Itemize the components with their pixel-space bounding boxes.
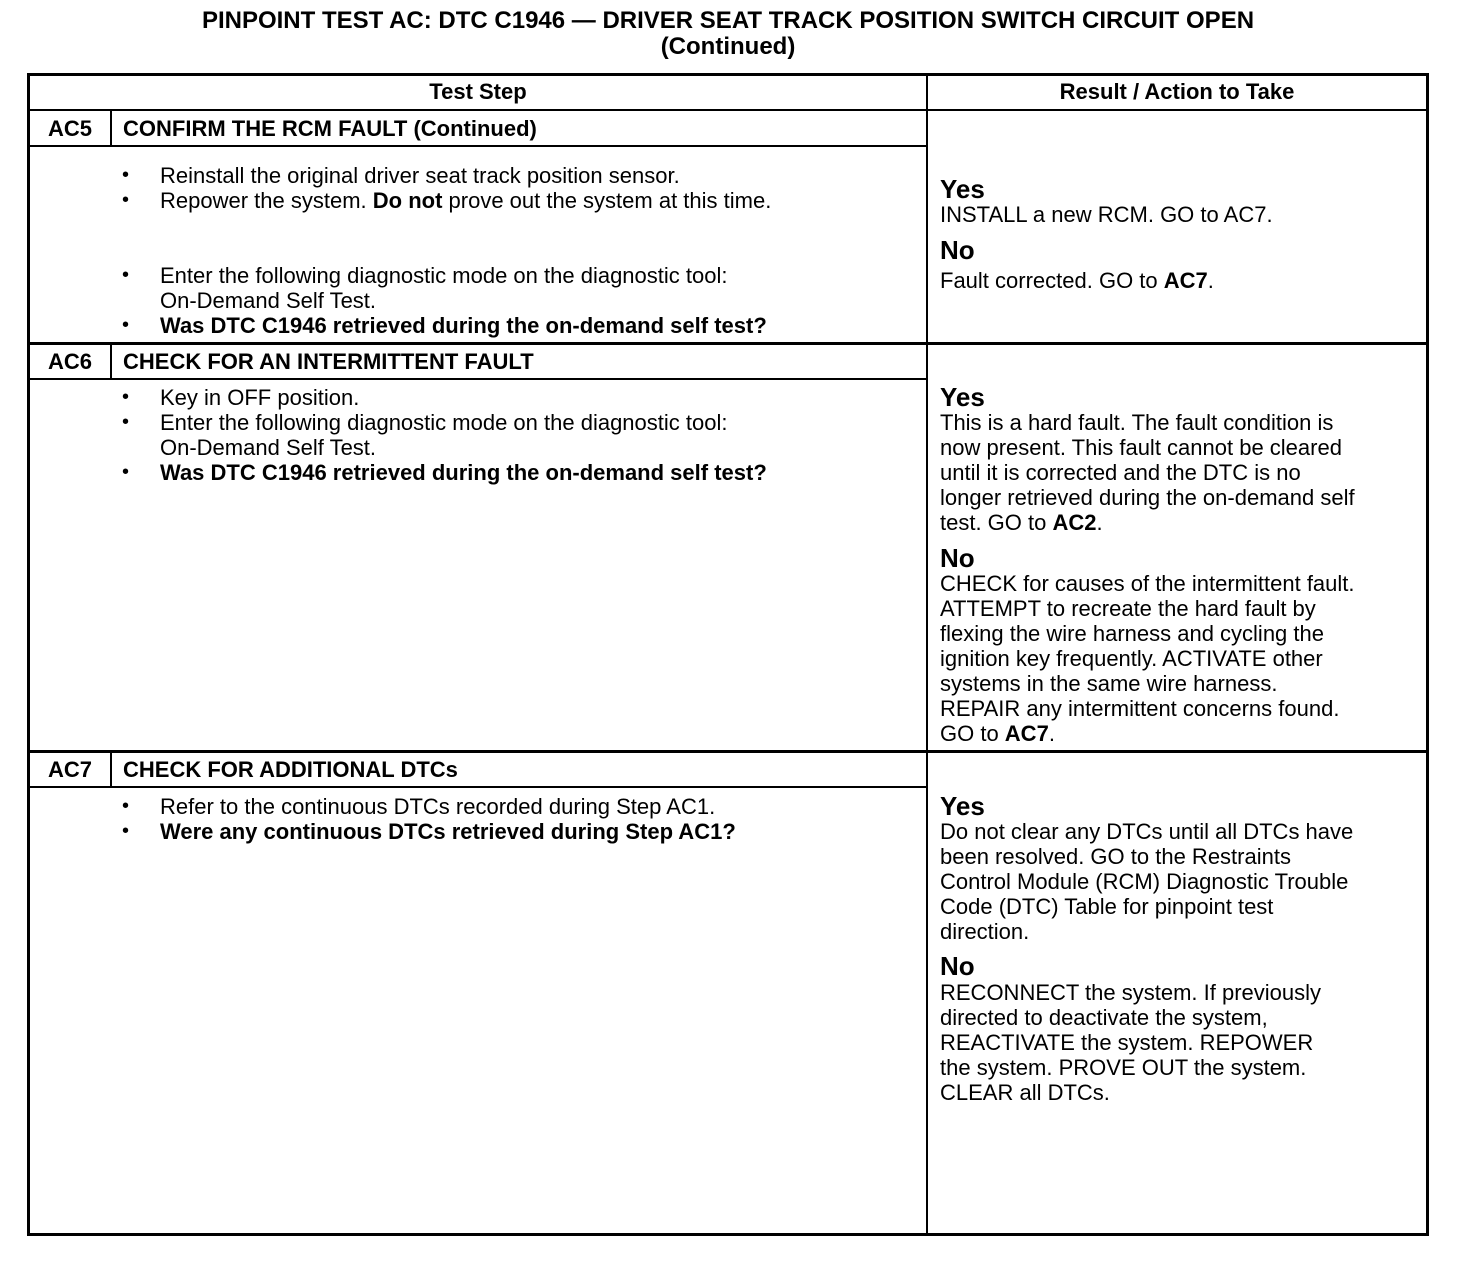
ac6-instruction-2: Enter the following diagnostic mode on the diagnostic tool: On-Demand Self Test. <box>160 410 728 460</box>
table-border-bottom <box>27 1233 1429 1236</box>
bullet-icon: • <box>122 164 130 186</box>
ac6-question: Was DTC C1946 retrieved during the on-demand self test? <box>160 460 767 485</box>
ac5-yes-label: Yes <box>940 174 985 204</box>
ac5-instruction-2: Repower the system. Do not prove out the system at this time. <box>160 188 772 213</box>
step-id-ac6: AC6 <box>47 349 92 374</box>
ac5-question: Was DTC C1946 retrieved during the on-demand self test? <box>160 313 767 338</box>
ac6-instruction-1: Key in OFF position. <box>160 385 360 410</box>
id-divider-ac7 <box>110 751 112 787</box>
id-divider-ac6 <box>110 343 112 379</box>
table-border-left <box>27 73 30 1236</box>
id-divider-ac5 <box>110 109 112 146</box>
ac7-instruction-1: Refer to the continuous DTCs recorded during Step AC1. <box>160 794 716 819</box>
header-divider <box>27 109 1429 111</box>
bullet-icon: • <box>122 411 130 433</box>
ac5-no-label: No <box>940 235 975 265</box>
step-title-ac5: CONFIRM THE RCM FAULT (Continued) <box>123 116 537 141</box>
bullet-icon: • <box>122 820 130 842</box>
bullet-icon: • <box>122 795 130 817</box>
ac5-ac6-divider <box>27 342 1429 345</box>
ac5-instruction-1: Reinstall the original driver seat track position sensor. <box>160 163 680 188</box>
step-title-ac6: CHECK FOR AN INTERMITTENT FAULT <box>123 349 534 374</box>
bullet-icon: • <box>122 314 130 336</box>
column-header-result: Result / Action to Take <box>1059 79 1295 104</box>
bullet-icon: • <box>122 189 130 211</box>
step-id-ac5: AC5 <box>47 116 92 141</box>
ac5-yes-action: INSTALL a new RCM. GO to AC7. <box>940 202 1273 227</box>
ac6-yes-label: Yes <box>940 382 985 412</box>
table-border-right <box>1426 73 1429 1236</box>
ac6-no-label: No <box>940 543 975 573</box>
ac6-yes-action: This is a hard fault. The fault condition is now present. This fault cannot be cleared until it is corrected and the DTC is no longer retrieved during the on-demand self test. GO to AC2. <box>940 410 1355 535</box>
ac6-ac7-divider <box>27 750 1429 753</box>
ac6-title-divider <box>27 378 927 380</box>
ac7-no-label: No <box>940 951 975 981</box>
column-header-test-step: Test Step <box>429 79 527 104</box>
bullet-icon: • <box>122 386 130 408</box>
ac7-title-divider <box>27 786 927 788</box>
ac7-no-action: RECONNECT the system. If previously directed to deactivate the system, REACTIVATE the system. REPOWER the system. PROVE OUT the system. CLEAR all DTCs. <box>940 980 1322 1105</box>
bullet-icon: • <box>122 461 130 483</box>
table-border-top <box>27 73 1429 76</box>
bullet-icon: • <box>122 264 130 286</box>
ac5-title-divider <box>27 145 927 147</box>
ac7-question: Were any continuous DTCs retrieved during Step AC1? <box>160 819 736 844</box>
ac5-no-action: Fault corrected. GO to AC7. <box>940 268 1214 293</box>
title-line-2: (Continued) <box>660 33 796 60</box>
step-id-ac7: AC7 <box>47 757 92 782</box>
ac7-yes-action: Do not clear any DTCs until all DTCs have been resolved. GO to the Restraints Control Module (RCM) Diagnostic Trouble Code (DTC) Table for pinpoint test direction. <box>940 819 1354 944</box>
column-divider <box>926 73 928 1236</box>
ac6-no-action: CHECK for causes of the intermittent fault. ATTEMPT to recreate the hard fault by flexing the wire harness and cycling the ignition key frequently. ACTIVATE other systems in the same wire harness. REPAIR any intermittent concerns found. GO to AC7. <box>940 571 1355 746</box>
step-title-ac7: CHECK FOR ADDITIONAL DTCs <box>123 757 458 782</box>
ac7-yes-label: Yes <box>940 791 985 821</box>
title-line-1: PINPOINT TEST AC: DTC C1946 — DRIVER SEAT TRACK POSITION SWITCH CIRCUIT OPEN <box>201 7 1255 34</box>
ac5-instruction-3: Enter the following diagnostic mode on the diagnostic tool: On-Demand Self Test. <box>160 263 728 313</box>
